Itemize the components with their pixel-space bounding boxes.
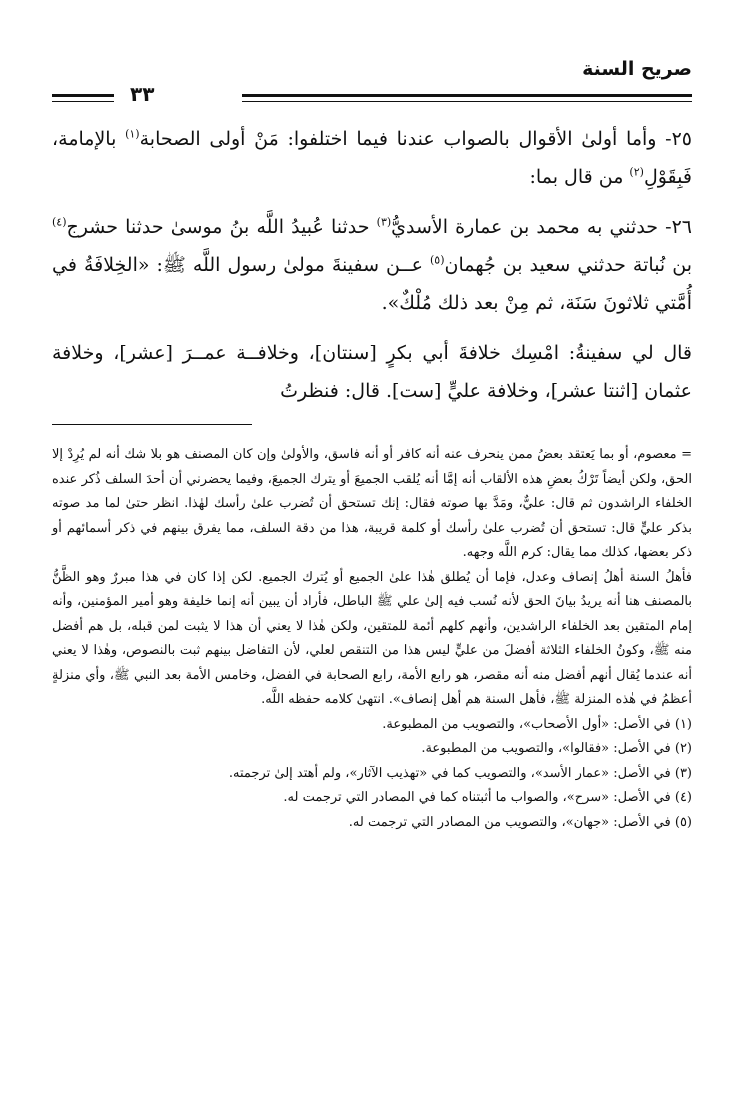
footnote-ref-2: (٢)	[629, 165, 644, 179]
footnote-item: (٥) في الأصل: «جهان»، والتصويب من المصادر التي ترجمت له.	[348, 814, 692, 830]
header-rule-long	[242, 94, 692, 102]
paragraph-safina: قال لي سفينةُ: امْسِك خلافةَ أبي بكرٍ [سنتان]، وخلافــة عمــرَ [عشر]، وخلافة عثمان [اثنتا عشر]، وخلافة عليٍّ [ست]. قال: فنظرتُ	[52, 342, 692, 402]
running-title: صريح السنة	[582, 58, 692, 80]
paragraph-25-lead: ٢٥- وأما أولىٰ الأقوال بالصواب عندنا فيما اختلفوا: مَنْ أولى الصحابة	[139, 128, 692, 150]
note-paragraph: فأهلُ السنة أهلُ إنصاف وعدل، فإما أن يُطلق هٰذا علىٰ الجميع أو يُترك الجميع. لكن إذا كان في هذا مبررٌ وهو الظَّنُّ بالمصنف هنا أنه يريدُ بيانَ الحق لأنه نُسب فيه إلىٰ علي ﷺ الباطل، فأراد أن يبين أنه إنما خليفة وهو أمير المؤمنين، وأنه إمام المتقين بعد الخلفاء الراشدين، وأنهم كلهم أئمة للمتقين، ولكن هٰذا لا يعني أن هذا لا يثبت لمن قبله، بل هم أفضل منه ﷺ، وكونُ الخلفاء الثلاثة أفضلَ من عليٍّ ليس هذا من التنقص لعلي، لأن التفاضل بينهم ثبت بالنصوص، وهٰذا لا يعني أنه عندما يُقال أنهم أفضل منه أنه مقصر، هو رابع الأمة، رابع الصحابة في الفضل، وخامس الأمة بعد النبي ﷺ، وأي منزلةٍ أعظمُ في هٰذه المنزلة ﷺ، فأهل السنة هم أهل إنصاف». انتهىٰ كلامه حفظه اللَّه.	[52, 569, 692, 707]
footnote-item: (٣) في الأصل: «عمار الأسد»، والتصويب كما في «تهذيب الآثار»، ولم أهتد إلىٰ ترجمته.	[228, 765, 692, 781]
paragraph-26-mid2: بن نُباتة حدثني سعيد بن جُهمان	[444, 254, 692, 276]
header-rule-short	[52, 94, 114, 102]
footnote-ref-4: (٤)	[52, 215, 67, 229]
paragraph-25-tail: من قال بما:	[529, 166, 630, 188]
paragraph-26-mid1: حدثنا عُبيدُ اللَّه بنُ موسىٰ حدثنا حشرج	[66, 216, 377, 238]
footnote-list	[52, 713, 692, 836]
paragraph-25-mid: بالإمامة، فَبِقَوْلِ	[52, 128, 692, 188]
note-paragraph: = معصوم، أو بما يَعتقد بعضُ ممن ينحرف عنه أنه كافر أو أنه فاسق، والأولىٰ وإن كان المصنف هو بلا شك أنه لم يُرِدْ إلا الحق، ولكن أيضاً تَرْكُ بعضِ هذه الألقاب أنه إمَّا أنه يُلقب الجميعَ أو يترك الجميعَ، وفيما يحضرني أن أحدَ السلف ذُكر عنده الخلفاء الراشدون ثم قال: عليٌّ، ومَدَّ بها صوته فقال: إنك تستحق أن تُضرب علىٰ رأسك لهٰذا. انظر حتىٰ لما مد صوته بذكر عليٍّ قال: تستحق أن تُضرب علىٰ رأسك أو كلمة قريبة، هذا من دقة السلف، مما يفرق بينهم في ذكر أسمائهم أو ذكر بعضها، كذلك مما يقال: كرم اللَّه وجهه.	[52, 447, 692, 560]
paragraph-26-lead: ٢٦- حدثني به محمد بن عمارة الأسديُّ	[391, 216, 692, 238]
footnote-item: (١) في الأصل: «أول الأصحاب»، والتصويب من المطبوعة.	[382, 716, 692, 732]
main-text	[52, 120, 692, 410]
paragraph-26-tail: عــن سفينةَ مولىٰ رسول اللَّه ﷺ: «الخِلافَةُ في أُمَّتي ثلاثونَ سَنَة، ثم مِنْ بعد ذلك مُلْكٌ».	[52, 254, 692, 314]
footnote-item: (٤) في الأصل: «سرح»، والصواب ما أثبتناه كما في المصادر التي ترجمت له.	[283, 790, 692, 805]
paragraph-25	[52, 120, 692, 196]
footnote-separator	[52, 424, 252, 425]
paragraph-26	[52, 208, 692, 322]
footnote-ref-1: (١)	[125, 127, 140, 141]
footnote-ref-3: (٣)	[376, 215, 392, 229]
book-page	[52, 56, 692, 835]
page-header	[52, 56, 692, 106]
footnote-ref-5: (٥)	[429, 253, 445, 267]
footnote-item: (٢) في الأصل: «فقالوا»، والتصويب من المطبوعة.	[421, 741, 692, 756]
footnote-continuation	[52, 443, 692, 713]
page-number: ٣٣	[130, 82, 155, 106]
header-rule	[52, 82, 692, 106]
